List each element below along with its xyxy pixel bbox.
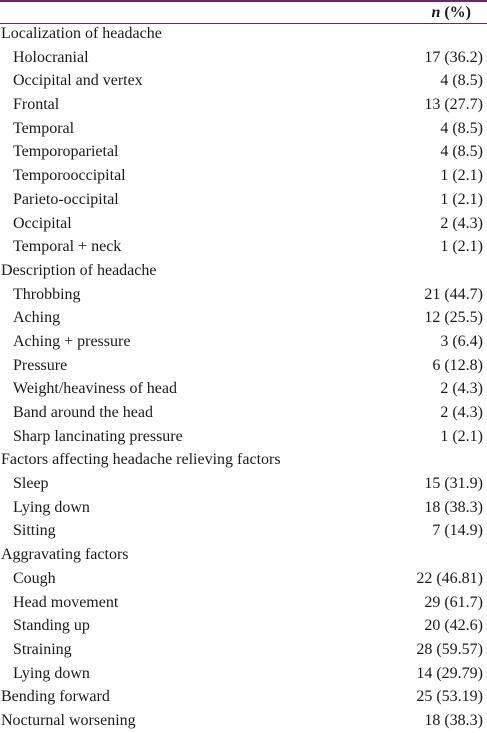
table-row <box>0 614 487 638</box>
row-label: Temporal <box>13 119 75 137</box>
table-row <box>0 591 487 615</box>
row-value: 15 (31.9) <box>424 475 483 493</box>
row-label: Straining <box>13 640 72 658</box>
table-row <box>0 188 487 212</box>
column-header-n-percent <box>431 2 471 23</box>
row-value: 6 (12.8) <box>432 356 483 374</box>
row-label: Weight/heaviness of head <box>13 380 177 398</box>
row-value: 1 (2.1) <box>440 427 483 445</box>
row-label: Aching <box>13 309 61 327</box>
table-row <box>0 306 487 330</box>
table-row <box>0 283 487 307</box>
row-value: 2 (4.3) <box>440 404 483 421</box>
table-row-category <box>0 685 487 709</box>
table-row <box>0 235 487 259</box>
row-label: Factors affecting headache relieving factors <box>1 451 281 469</box>
row-value: 1 (2.1) <box>440 190 483 208</box>
row-value: 13 (27.7) <box>424 96 483 114</box>
row-value: 28 (59.57) <box>416 640 483 658</box>
row-value: 7 (14.9) <box>432 522 483 540</box>
row-value: 14 (29.79) <box>416 664 483 682</box>
table-row <box>0 46 487 70</box>
table-header <box>0 2 487 23</box>
row-label: Head movement <box>13 593 119 611</box>
row-label: Description of headache <box>1 261 157 279</box>
row-label: Temporal + neck <box>13 238 122 256</box>
table-row <box>0 519 487 543</box>
row-label: Occipital <box>13 214 72 232</box>
table-row <box>0 472 487 496</box>
table-row-category <box>0 448 487 472</box>
row-label: Aggravating factors <box>1 546 129 564</box>
table-row <box>0 354 487 378</box>
row-label: Frontal <box>13 96 60 114</box>
table-row <box>0 212 487 236</box>
table-row-category <box>0 259 487 283</box>
table-row <box>0 164 487 188</box>
table-row <box>0 401 487 425</box>
row-value: 4 (8.5) <box>440 119 483 137</box>
table-row-category <box>0 22 487 46</box>
row-label: Lying down <box>13 664 90 682</box>
table-row-category <box>0 709 487 733</box>
table-row <box>0 638 487 662</box>
row-value: 4 (8.5) <box>440 72 483 90</box>
row-value: 1 (2.1) <box>440 167 483 185</box>
row-value: 25 (53.19) <box>416 688 483 706</box>
table-row-category <box>0 543 487 567</box>
table-row <box>0 425 487 449</box>
row-value: 17 (36.2) <box>424 48 483 66</box>
row-value: 12 (25.5) <box>424 309 483 327</box>
row-value: 4 (8.5) <box>440 143 483 161</box>
table-row <box>0 330 487 354</box>
row-value: 21 (44.7) <box>424 285 483 303</box>
row-label: Localization of headache <box>1 25 162 42</box>
row-label: Bending forward <box>1 688 110 706</box>
row-value: 18 (38.3) <box>424 711 483 729</box>
column-header-n: n <box>431 4 441 21</box>
row-value: 1 (2.1) <box>440 238 483 256</box>
row-label: Nocturnal worsening <box>1 711 136 729</box>
table-row <box>0 93 487 117</box>
row-label: Temporooccipital <box>13 167 126 185</box>
row-label: Occipital and vertex <box>13 72 143 90</box>
row-value: 2 (4.3) <box>440 214 483 232</box>
row-label: Band around the head <box>13 404 153 421</box>
row-value: 22 (46.81) <box>416 569 483 587</box>
row-label: Holocranial <box>13 48 89 66</box>
row-value: 3 (6.4) <box>440 332 483 350</box>
row-label: Temporoparietal <box>13 143 119 161</box>
row-label: Sitting <box>13 522 56 540</box>
row-label: Pressure <box>13 356 68 374</box>
row-label: Parieto-occipital <box>13 190 119 208</box>
table-row <box>0 496 487 520</box>
row-label: Aching + pressure <box>13 332 131 350</box>
row-value: 18 (38.3) <box>424 498 483 516</box>
table-row <box>0 69 487 93</box>
column-header-percent: (%) <box>444 4 471 21</box>
row-value: 29 (61.7) <box>424 593 483 611</box>
table-row <box>0 662 487 686</box>
row-label: Sharp lancinating pressure <box>13 427 183 445</box>
row-label: Lying down <box>13 498 90 516</box>
table-row <box>0 117 487 141</box>
row-label: Throbbing <box>13 285 81 303</box>
row-value: 2 (4.3) <box>440 380 483 398</box>
row-label: Standing up <box>13 617 90 635</box>
table-row <box>0 567 487 591</box>
row-value: 20 (42.6) <box>424 617 483 635</box>
table-row <box>0 140 487 164</box>
table-row <box>0 377 487 401</box>
table-body <box>0 22 487 733</box>
row-label: Cough <box>13 569 56 587</box>
row-label: Sleep <box>13 475 49 493</box>
